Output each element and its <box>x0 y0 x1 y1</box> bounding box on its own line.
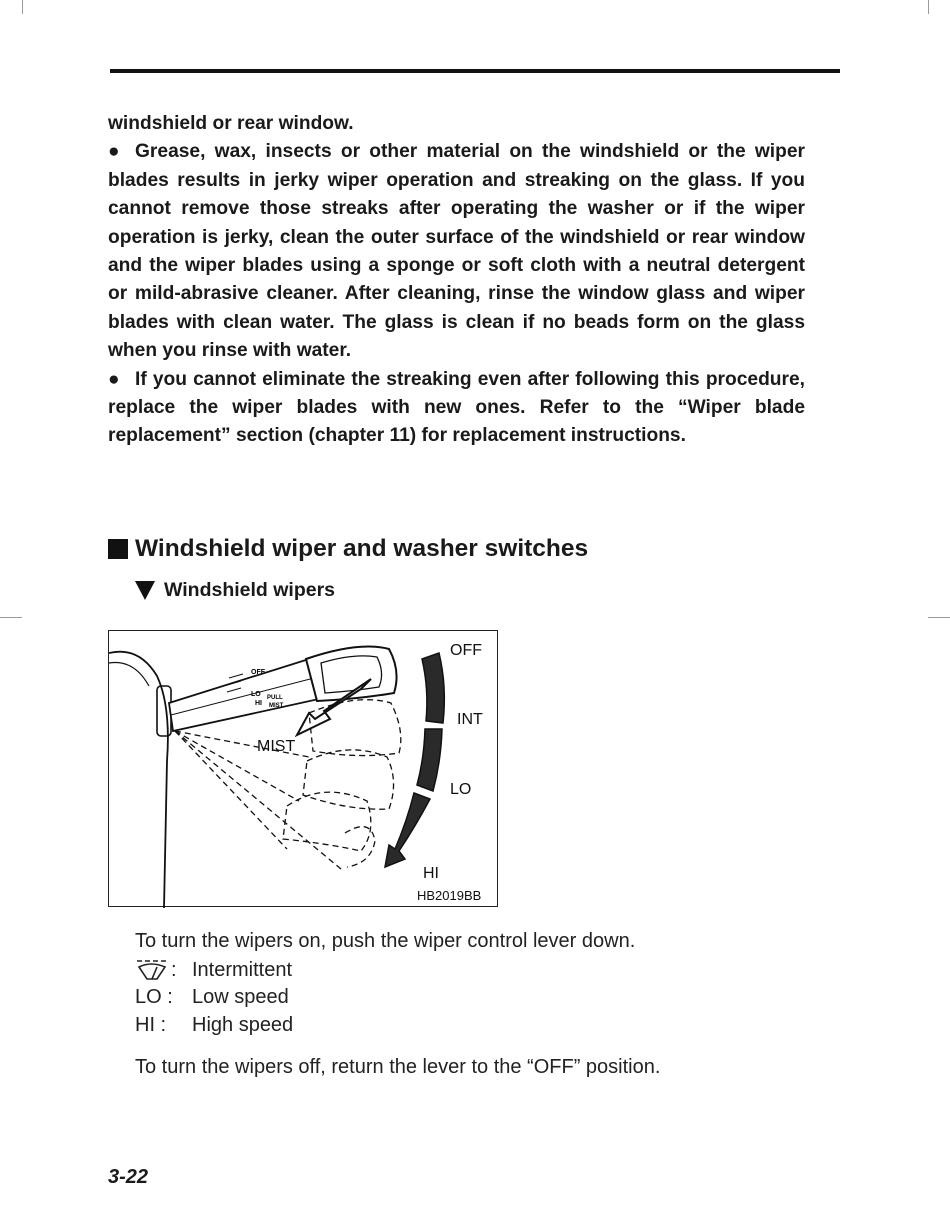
legend-row-intermittent <box>135 957 292 982</box>
section-title: Windshield wiper and washer switches <box>135 535 589 562</box>
legend-value: Intermittent <box>192 959 293 981</box>
legend-value: High speed <box>192 1014 294 1036</box>
mist-label: MIST <box>257 738 296 755</box>
turn-on-instruction: To turn the wipers on, push the wiper control lever down. <box>135 930 636 952</box>
body-text <box>108 110 805 451</box>
off-position-label: OFF <box>450 642 482 659</box>
crop-mark <box>928 0 929 14</box>
legend-key: HI : <box>135 1014 167 1036</box>
lo-position-label: LO <box>450 781 472 798</box>
bullet-icon: ● <box>108 141 120 163</box>
page-number: 3-22 <box>108 1166 149 1188</box>
lever-lo-marking: LO <box>251 691 261 698</box>
bullet-paragraph <box>108 138 805 365</box>
legend-key-colon: : <box>171 959 177 981</box>
square-icon <box>108 539 128 559</box>
intermittent-wiper-icon <box>135 957 171 981</box>
continuation-line: windshield or rear window. <box>108 113 354 134</box>
lever-mist-marking: MIST <box>269 703 284 709</box>
crop-mark <box>0 617 22 618</box>
lever-pull-marking: PULL <box>267 695 283 701</box>
bullet-paragraph <box>108 366 805 451</box>
section-heading <box>108 535 588 563</box>
figure-code: HB2019BB <box>417 888 482 903</box>
legend-value: Low speed <box>192 986 289 1008</box>
lever-off-marking: OFF <box>251 669 265 676</box>
subsection-heading <box>135 579 335 602</box>
lever-hi-marking: HI <box>255 700 262 707</box>
bullet-icon: ● <box>108 368 120 390</box>
legend-key <box>135 957 192 982</box>
hi-position-label: HI <box>423 865 439 882</box>
legend-row-hi <box>135 1014 293 1037</box>
turn-off-instruction: To turn the wipers off, return the lever to the “OFF” position. <box>135 1056 661 1078</box>
legend-key: LO : <box>135 986 173 1008</box>
triangle-down-icon <box>135 581 155 600</box>
legend-row-lo <box>135 986 289 1009</box>
subsection-title: Windshield wipers <box>164 579 336 601</box>
header-rule <box>110 69 840 73</box>
crop-mark <box>928 617 950 618</box>
bullet-text: If you cannot eliminate the streaking even after following this procedure, replace the wiper blades with new ones. Refer to the “Wiper blade replacement” section (chapter 11) for replacement instructions. <box>108 368 805 447</box>
bullet-text: Grease, wax, insects or other material on the windshield or the wiper blades results in jerky wiper operation and streaking on the glass. If you cannot remove those streaks after operating the washer or if the wiper operation is jerky, clean the outer surface of the windshield or rear window and the wiper blades using a sponge or soft cloth with a neutral detergent or mild-abrasive cleaner. After cleaning, rinse the window glass and wiper blades with clean water. The glass is clean if no beads form on the glass when you rinse with water. <box>108 141 805 362</box>
int-position-label: INT <box>457 711 483 728</box>
wiper-lever-figure <box>108 630 498 907</box>
crop-mark <box>22 0 23 14</box>
wiper-lever-illustration <box>109 631 499 908</box>
